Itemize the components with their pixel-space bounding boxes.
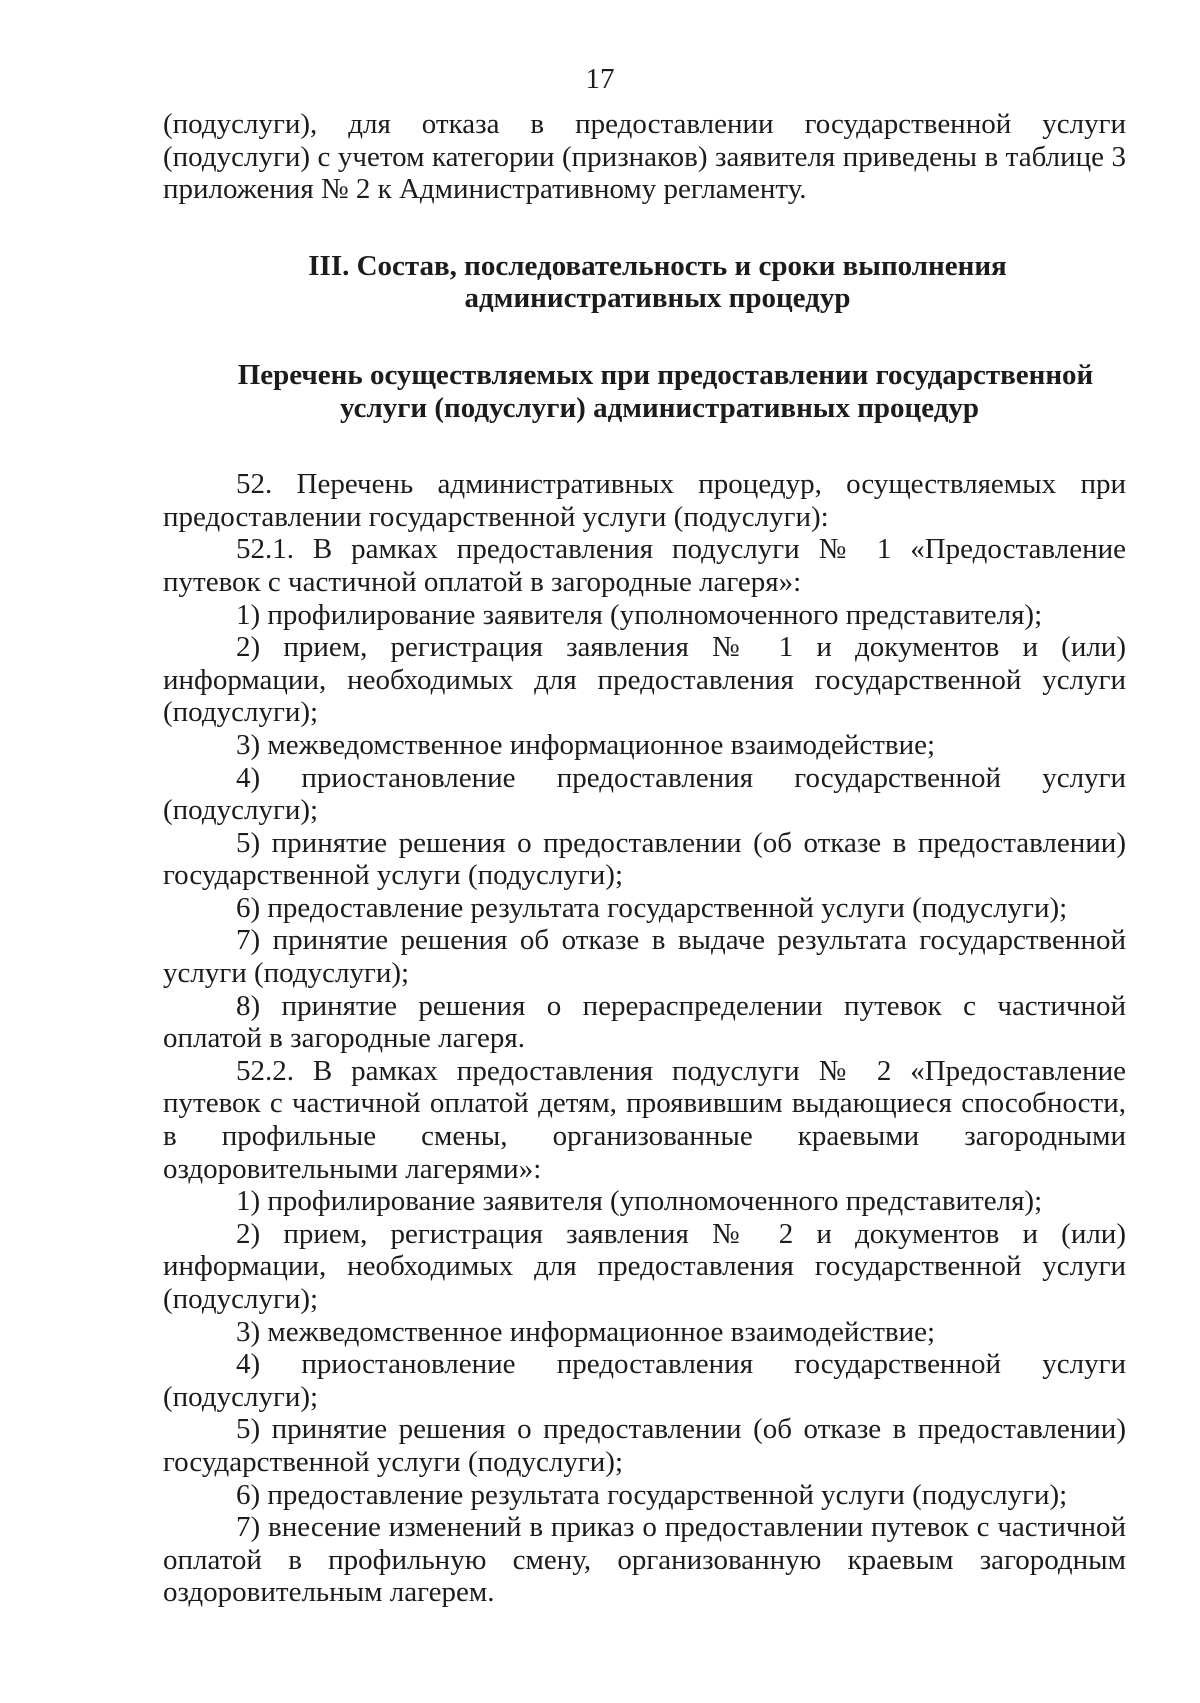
paragraph-52-2: 52.2. В рамках предоставления подуслуги № 2 «Предоставление путевок с частичной оплатой детям, проявившим выдающиеся способности, в профильные смены, организованные краевыми загородными оздоровительными лагерями»: — [163, 1054, 1126, 1185]
intro-paragraph: (подуслуги), для отказа в предоставлении государственной услуги (подуслуги) с учетом категории (признаков) заявителя приведены в таблице 3 приложения № 2 к Административному регламенту. — [163, 108, 1126, 206]
section-heading — [163, 250, 1126, 315]
subsection-heading-line-1: Перечень осуществляемых при предоставлении государственной — [237, 358, 1094, 391]
list-item: 2) прием, регистрация заявления № 1 и документов и (или) информации, необходимых для предоставления государственной услуги (подуслуги); — [163, 631, 1126, 729]
list-item: 1) профилирование заявителя (уполномоченного представителя); — [236, 598, 1043, 631]
list-item: 3) межведомственное информационное взаимодействие; — [236, 728, 936, 761]
subsection-heading — [163, 359, 1126, 424]
section-heading-line-2: административных процедур — [464, 282, 851, 315]
list-item: 5) принятие решения о предоставлении (об отказе в предоставлении) государственной услуги (подуслуги); — [163, 826, 1126, 892]
list-item: 8) принятие решения о перераспределении путевок с частичной оплатой в загородные лагеря. — [163, 989, 1126, 1055]
list-item: 4) приостановление предоставления государственной услуги (подуслуги); — [163, 761, 1126, 827]
list-item: 6) предоставление результата государственной услуги (подуслуги); — [236, 891, 1068, 924]
subsection-heading-line-2: услуги (подуслуги) административных процедур — [339, 391, 980, 424]
list-item: 1) профилирование заявителя (уполномоченного представителя); — [236, 1185, 1043, 1218]
list-item: 2) прием, регистрация заявления № 2 и документов и (или) информации, необходимых для предоставления государственной услуги (подуслуги); — [163, 1217, 1126, 1315]
paragraph-52-1: 52.1. В рамках предоставления подуслуги № 1 «Предоставление путевок с частичной оплатой в загородные лагеря»: — [163, 533, 1126, 598]
list-item: 7) внесение изменений в приказ о предоставлении путевок с частичной оплатой в профильную смену, организованную краевым загородным оздоровительным лагерем. — [163, 1511, 1126, 1609]
paragraph-52: 52. Перечень административных процедур, осуществляемых при предоставлении государственной услуги (подуслуги): — [163, 468, 1126, 533]
list-item: 3) межведомственное информационное взаимодействие; — [236, 1315, 936, 1348]
list-item: 6) предоставление результата государственной услуги (подуслуги); — [236, 1478, 1068, 1511]
list-item: 7) принятие решения об отказе в выдаче результата государственной услуги (подуслуги); — [163, 924, 1126, 990]
list-item: 4) приостановление предоставления государственной услуги (подуслуги); — [163, 1348, 1126, 1413]
list-item: 5) принятие решения о предоставлении (об отказе в предоставлении) государственной услуги (подуслуги); — [163, 1413, 1126, 1478]
section-heading-line-1: III. Состав, последовательность и сроки выполнения — [308, 249, 1007, 282]
document-body — [163, 108, 1126, 1609]
page-number: 17 — [585, 63, 615, 95]
